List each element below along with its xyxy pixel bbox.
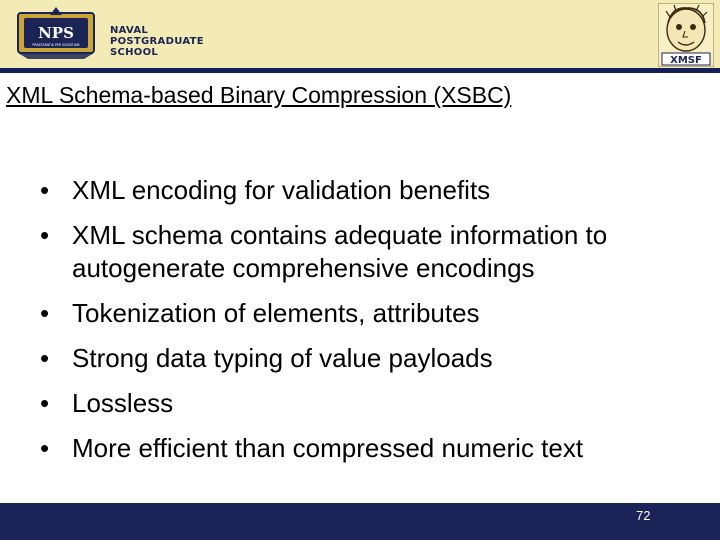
nps-emblem-icon xyxy=(16,7,96,61)
bullet-text: More efficient than compressed numeric text xyxy=(72,433,584,463)
bullet-text: Tokenization of elements, attributes xyxy=(72,298,480,328)
slide-title: XML Schema-based Binary Compression (XSBC) xyxy=(6,82,512,108)
bullet-marker: • xyxy=(40,298,50,328)
logo-wordmark xyxy=(110,25,204,58)
page-number: 72 xyxy=(636,508,651,523)
bullet-marker: • xyxy=(40,388,50,418)
bullet-marker: • xyxy=(40,175,50,205)
bullet-item xyxy=(40,342,710,375)
logo-line-3: SCHOOL xyxy=(110,47,159,58)
emblem-text: NPS xyxy=(38,24,74,42)
bullet-marker: • xyxy=(40,343,50,373)
bullet-item xyxy=(40,387,710,420)
bullet-item xyxy=(40,219,710,285)
bullet-item xyxy=(40,432,710,465)
bullet-text: XML schema contains adequate information to autogenerate comprehensive encodings xyxy=(72,220,608,283)
mascot-icon xyxy=(658,3,714,67)
bullet-text: XML encoding for validation benefits xyxy=(72,175,491,205)
bullet-text: Lossless xyxy=(72,388,174,418)
bullet-marker: • xyxy=(40,433,50,463)
bullet-item xyxy=(40,297,710,330)
mascot-label: XMSF xyxy=(670,55,702,66)
logo-line-1: NAVAL xyxy=(110,25,149,36)
bullet-item xyxy=(40,174,710,207)
bullet-list xyxy=(40,174,710,477)
bullet-marker: • xyxy=(40,220,50,250)
bullet-text: Strong data typing of value payloads xyxy=(72,343,493,373)
header-rule xyxy=(0,68,720,73)
nps-logo xyxy=(16,7,204,61)
emblem-motto: PRAESTANTIA PER SCIENTIAM xyxy=(32,43,80,47)
logo-line-2: POSTGRADUATE xyxy=(110,36,204,47)
footer-bar xyxy=(0,503,720,540)
